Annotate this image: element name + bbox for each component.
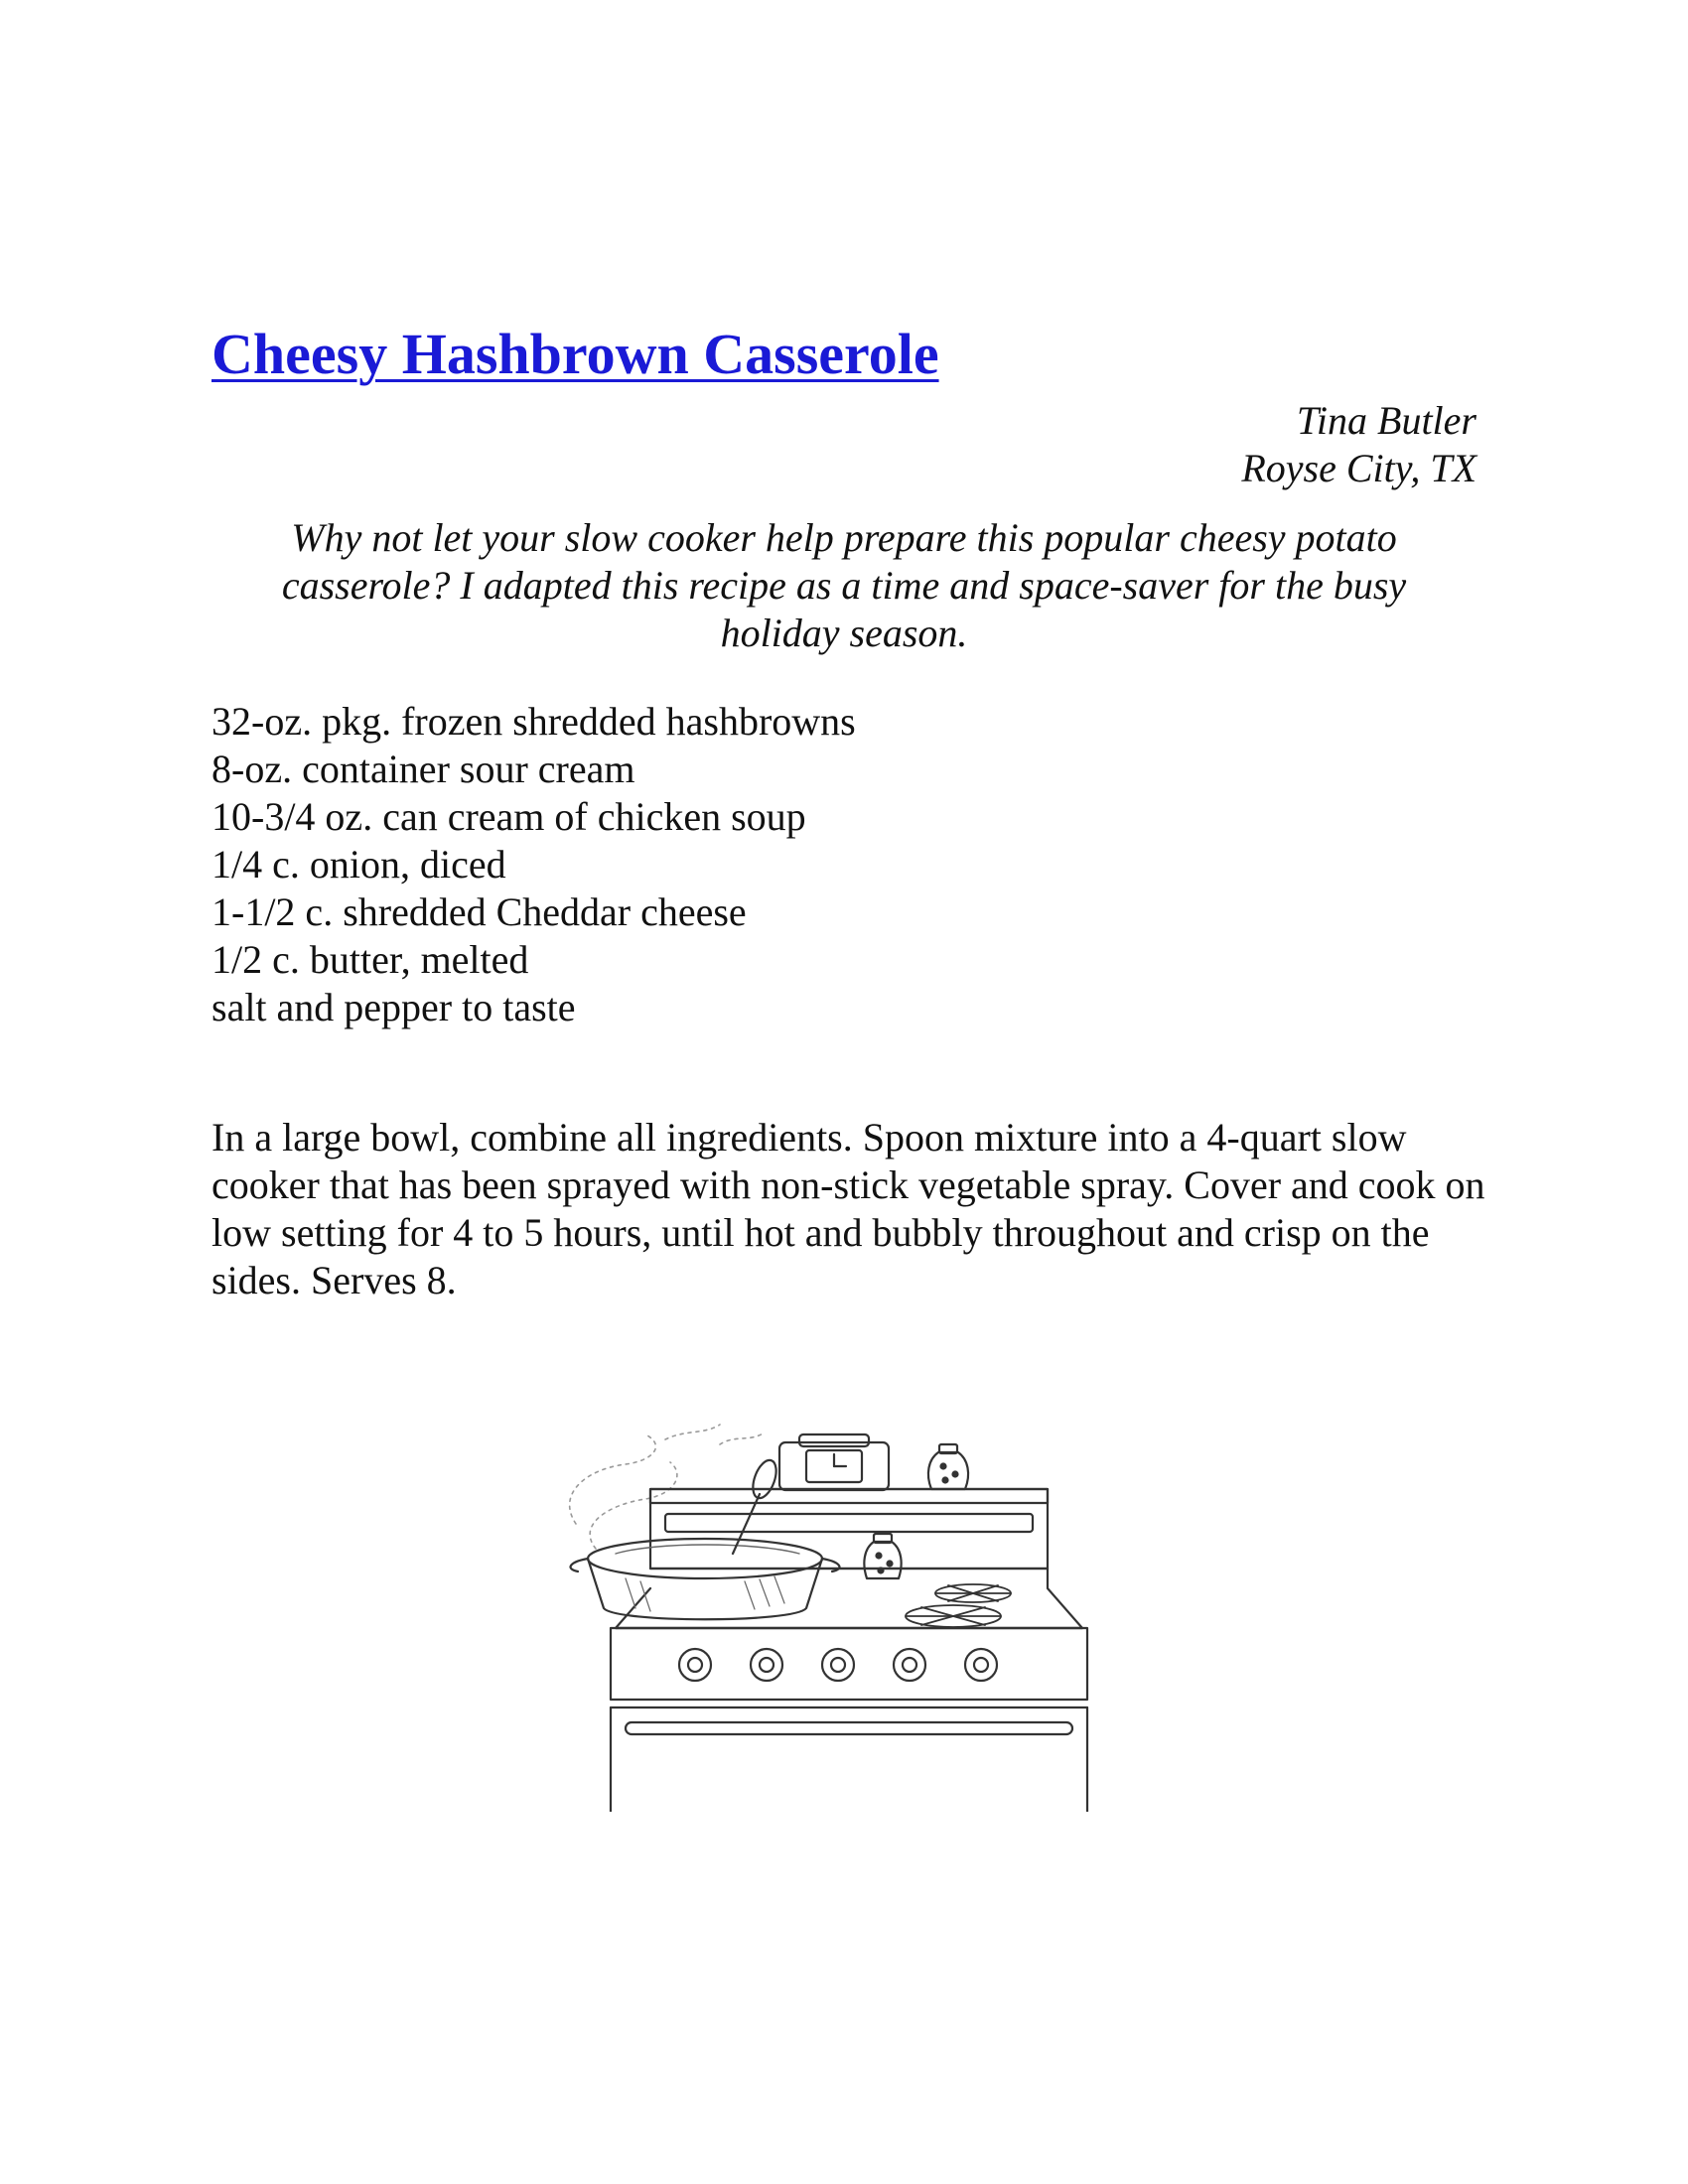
pepper-shaker-icon — [864, 1534, 901, 1578]
ingredient-item: 32-oz. pkg. frozen shredded hashbrowns — [211, 699, 856, 744]
spoon-icon — [733, 1457, 780, 1554]
ingredient-item: 1-1/2 c. shredded Cheddar cheese — [211, 889, 747, 934]
pot-icon — [571, 1539, 840, 1619]
steam-wisps — [570, 1425, 765, 1549]
ingredient-list — [211, 698, 856, 1031]
stove-backsplash — [650, 1489, 1048, 1569]
burner-grate-icon — [906, 1584, 1011, 1627]
recipe-directions: In a large bowl, combine all ingredients. Spoon mixture into a 4-quart slow cooker that has been sprayed with non-stick vegetable spray. Cover and cook on low setting for 4 to 5 hours, until hot and bubbly throughout and crisp on the sides. Serves 8. — [211, 1115, 1485, 1302]
clock-icon — [779, 1434, 889, 1490]
author-location: Royse City, TX — [1241, 446, 1477, 490]
recipe-intro: Why not let your slow cooker help prepare this popular cheesy potato casserole? I adapted this recipe as a time and space-saver for the busy holiday season. — [281, 515, 1407, 655]
ingredient-item: 10-3/4 oz. can cream of chicken soup — [211, 794, 806, 839]
ingredient-item: 1/2 c. butter, melted — [211, 937, 529, 982]
stove-with-pot-illustration — [556, 1415, 1142, 1812]
stove-control-panel — [611, 1628, 1087, 1700]
stove-knob-icon — [679, 1649, 997, 1681]
recipe-byline — [1241, 397, 1477, 492]
ingredient-item: 8-oz. container sour cream — [211, 747, 635, 791]
oven-door — [611, 1707, 1087, 1812]
ingredient-item: 1/4 c. onion, diced — [211, 842, 506, 887]
recipe-title-link[interactable]: Cheesy Hashbrown Casserole — [211, 322, 939, 386]
salt-shaker-icon — [928, 1444, 968, 1489]
ingredient-item: salt and pepper to taste — [211, 985, 576, 1029]
author-name: Tina Butler — [1296, 398, 1477, 443]
